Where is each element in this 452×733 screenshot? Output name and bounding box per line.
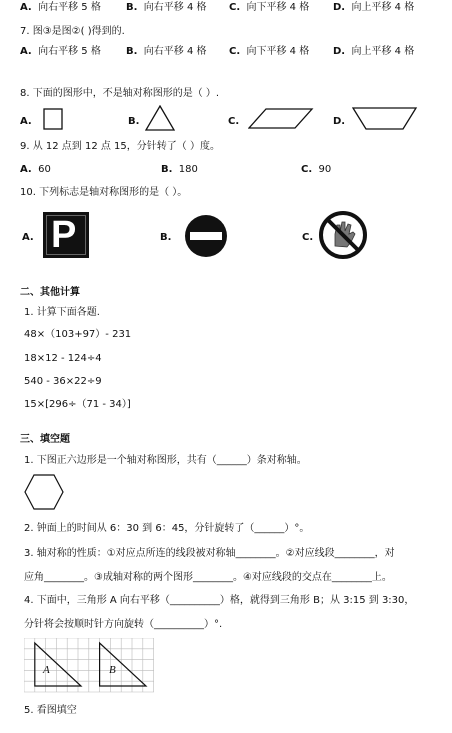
section-3-heading: 三、填空题 (20, 434, 70, 445)
section-3-q3-line1: 3. 轴对称的性质：①对应点所连的线段被对称轴________。②对应线段________，对 (24, 548, 395, 559)
q10-stem: 10. 下列标志是轴对称图形的是（ ）。 (20, 187, 188, 198)
section-2-q1: 1. 计算下面各题. (24, 307, 100, 318)
section-3-q2: 2. 钟面上的时间从 6：30 到 6：45，分针旋转了（______）°。 (24, 523, 310, 534)
q8-stem: 8. 下面的图形中，不是轴对称图形的是（ ）. (20, 88, 220, 99)
parking-sign-icon (43, 212, 89, 258)
q6-option-d: D. 向上平移 4 格 (333, 2, 415, 13)
q9-stem: 9. 从 12 点到 12 点 15，分针转了（ ）度。 (20, 141, 220, 152)
calc-expression-4: 15×[296÷（71 - 34）] (24, 399, 131, 410)
triangle-b (100, 643, 146, 686)
section-3-q3-line2: 应角________。③成轴对称的两个图形________。④对应线段的交点在________上。 (24, 572, 392, 583)
q10-option-b-letter: B. (160, 232, 172, 243)
triangle-shape (145, 105, 175, 131)
q8-option-c-letter: C. (228, 116, 240, 127)
parallelogram-shape (248, 108, 314, 130)
calc-expression-2: 18×12 - 124÷4 (24, 353, 102, 364)
hexagon-shape (24, 474, 64, 510)
parking-sign-letter: P (51, 214, 77, 256)
calc-expression-1: 48×（103+97）- 231 (24, 329, 132, 340)
q7-option-b: B. 向右平移 4 格 (126, 46, 207, 57)
q6-option-c: C. 向下平移 4 格 (229, 2, 310, 13)
q10-option-c-letter: C. (302, 232, 314, 243)
q6-option-b: B. 向右平移 4 格 (126, 2, 207, 13)
section-3-q4-line1: 4. 下面中，三角形 A 向右平移（__________）格，就得到三角形 B；从 3:15 到 3:30， (24, 595, 415, 606)
q7-option-a: A. 向右平移 5 格 (20, 46, 101, 57)
q10-option-a-letter: A. (22, 232, 34, 243)
q7-option-c: C. 向下平移 4 格 (229, 46, 310, 57)
square-shape (43, 108, 63, 130)
triangle-a (35, 643, 81, 686)
section-2-heading: 二、其他计算 (20, 287, 80, 298)
q8-option-b-letter: B. (128, 116, 140, 127)
q6-option-a: A. 向右平移 5 格 (20, 2, 101, 13)
triangle-a-label: A (43, 664, 50, 676)
section-3-q5: 5. 看图填空 (24, 705, 77, 716)
section-3-q1: 1. 下图正六边形是一个轴对称图形，共有（______）条对称轴。 (24, 455, 307, 466)
q7-stem: 7. 图③是图②( )得到的. (20, 26, 125, 37)
no-entry-sign-icon (184, 214, 228, 258)
translation-grid-figure (24, 638, 156, 694)
q9-option-c: C. 90 (301, 164, 332, 175)
q8-option-a-letter: A. (20, 116, 32, 127)
trapezoid-shape (352, 107, 418, 131)
q8-option-d-letter: D. (333, 116, 346, 127)
section-3-q4-line2: 分针将会按顺时针方向旋转（__________）°. (24, 619, 223, 630)
triangle-b-label: B (109, 664, 116, 676)
q9-option-b: B. 180 (161, 164, 198, 175)
no-hands-sign-icon (318, 210, 368, 260)
q9-option-a: A. 60 (20, 164, 51, 175)
calc-expression-3: 540 - 36×22÷9 (24, 376, 102, 387)
q7-option-d: D. 向上平移 4 格 (333, 46, 415, 57)
